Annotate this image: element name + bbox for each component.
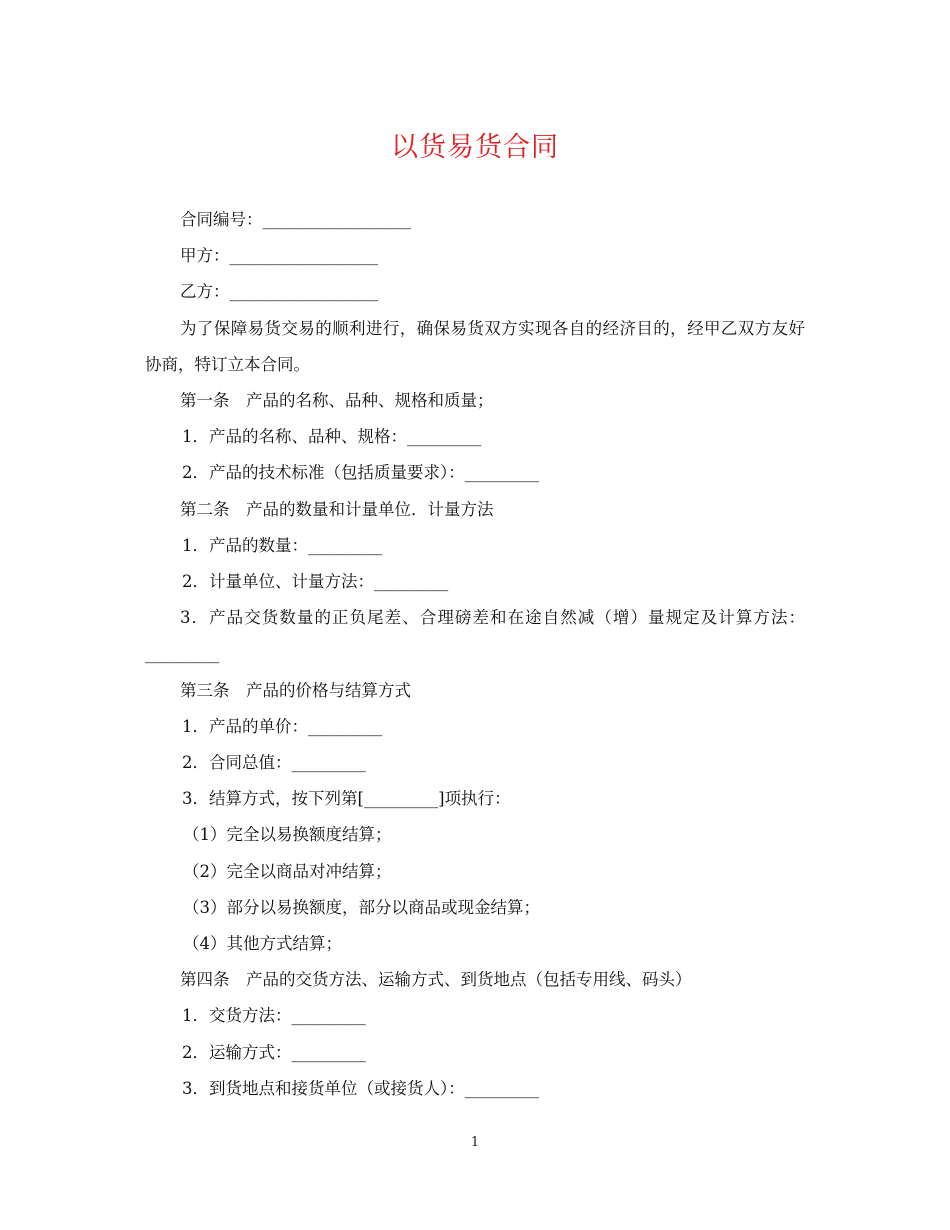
contract-body: [145, 202, 805, 1107]
preamble-paragraph: 为了保障易货交易的顺利进行，确保易货双方实现各自的经济目的，经甲乙双方友好协商，特订立本合同。: [145, 318, 805, 374]
article-4-heading: 第四条 产品的交货方法、运输方式、到货地点（包括专用线、码头）: [180, 970, 692, 990]
article-2-item-2: 2．计量单位、计量方法：_________: [182, 572, 449, 592]
article-2-heading: 第二条 产品的数量和计量单位．计量方法: [180, 499, 494, 519]
settlement-option-3: （3）部分以易换额度，部分以商品或现金结算；: [183, 897, 540, 917]
contract-title: 以货易货合同: [391, 132, 559, 163]
article-3-heading: 第三条 产品的价格与结算方式: [180, 680, 411, 700]
page-number: 1: [470, 1135, 480, 1150]
contract-number-line: 合同编号：__________________: [180, 210, 411, 229]
settlement-option-4: （4）其他方式结算；: [183, 934, 342, 954]
article-1-heading: 第一条 产品的名称、品种、规格和质量；: [180, 391, 494, 411]
article-1-item-2: 2．产品的技术标准（包括质量要求）：_________: [182, 463, 539, 483]
article-1-item-1: 1．产品的名称、品种、规格：_________: [182, 427, 482, 447]
article-4-item-2: 2．运输方式：_________: [182, 1042, 366, 1062]
article-4-item-1: 1．交货方法：_________: [182, 1006, 366, 1026]
settlement-option-1: （1）完全以易换额度结算；: [183, 825, 392, 845]
article-2-item-1: 1．产品的数量：_________: [182, 535, 383, 555]
party-b-line: 乙方：__________________: [180, 282, 378, 302]
article-3-item-1: 1．产品的单价：_________: [182, 716, 383, 736]
article-4-item-3: 3．到货地点和接货单位（或接货人）：_________: [182, 1078, 539, 1098]
article-2-item-3: 3．产品交货数量的正负尾差、合理磅差和在途自然减（增）量规定及计算方法：_________: [145, 608, 805, 664]
settlement-option-2: （2）完全以商品对冲结算；: [183, 861, 392, 881]
article-3-item-3: 3．结算方式，按下列第[_________]项执行：: [182, 789, 511, 809]
party-a-line: 甲方：__________________: [180, 246, 378, 266]
article-3-item-2: 2．合同总值：_________: [182, 753, 366, 773]
